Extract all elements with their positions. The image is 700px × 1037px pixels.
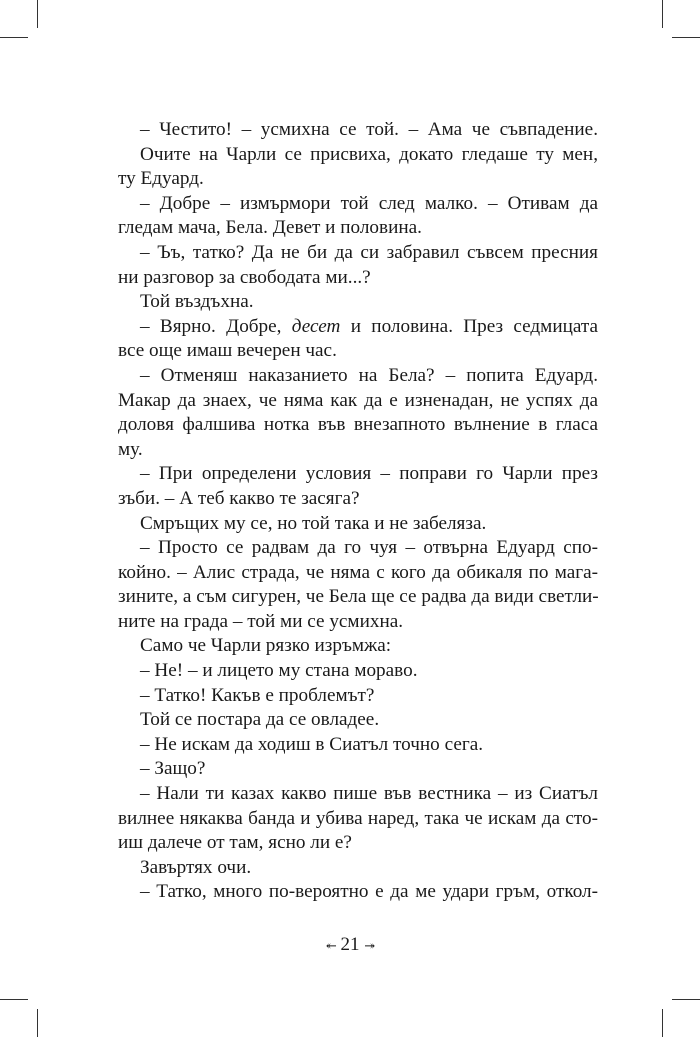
crop-mark-top-right (662, 0, 663, 28)
text-segment: и половина. През седмицата (350, 315, 599, 337)
text-line: вилнее някаква банда и убива наред, така че искам да сто- (118, 807, 598, 829)
text-line: – При определени условия – поправи го Чарли през (140, 463, 598, 485)
text-line: – Добре – измърмори той след малко. – Отивам да (140, 192, 598, 214)
text-segment: – Вярно. Добре, (140, 315, 282, 337)
text-line: – Защо? (140, 758, 206, 780)
text-line: Той се постара да се овладее. (140, 709, 380, 731)
text-line: гледам мача, Бела. Девет и половина. (118, 217, 422, 239)
text-line: – Татко, много по-вероятно е да ме удари гръм, откол- (140, 881, 598, 903)
text-line: Макар да знаех, че няма как да е изненадан, не успях да (118, 389, 598, 411)
text-line: койно. – Алис страда, че няма с кого да обикаля по мага- (118, 561, 598, 583)
text-line: му. (118, 438, 143, 460)
text-line: – Отменяш наказанието на Бела? – попита Едуард. (140, 364, 598, 386)
crop-mark-bottom-left-h (0, 999, 28, 1000)
ornament-right-icon: ↠ (364, 938, 375, 953)
italic-word: десет (291, 315, 341, 337)
text-line: – Нали ти казах какво пише във вестника – из Сиатъл (140, 783, 598, 805)
crop-mark-bottom-right-h (672, 999, 700, 1000)
text-line: Само че Чарли рязко изръмжа: (140, 635, 392, 657)
text-line: Смръщих му се, но той така и не забеляза. (140, 512, 487, 534)
crop-mark-top-left-h (0, 37, 28, 38)
text-line: – Не! – и лицето му стана мораво. (140, 660, 418, 682)
crop-mark-top-right-h (672, 37, 700, 38)
text-line: ните на града – той ми се усмихна. (118, 610, 404, 632)
text-line: Той въздъхна. (140, 291, 254, 313)
text-line: – Честито! – усмихна се той. – Ама че съвпадение. (140, 119, 598, 140)
text-line (118, 315, 598, 340)
ornament-left-icon: ↞ (325, 938, 336, 953)
text-line: иш далече от там, ясно ли е? (118, 832, 352, 854)
page-number (0, 934, 700, 956)
text-line: все още имаш вечерен час. (118, 340, 337, 362)
crop-mark-bottom-left (37, 1009, 38, 1037)
crop-mark-top-left (37, 0, 38, 28)
text-line: Очите на Чарли се присвиха, докато гледаше ту мен, (140, 143, 598, 165)
text-line: доловя фалшива нотка във внезапното вълнение в гласа (118, 414, 598, 436)
crop-mark-bottom-right (662, 1009, 663, 1037)
text-line: – Татко! Какъв е проблемът? (140, 684, 375, 706)
text-line: Завъртях очи. (140, 856, 252, 878)
text-line: ту Едуард. (118, 168, 204, 190)
text-line: – Просто се радвам да го чуя – отвърна Едуард спо- (140, 537, 598, 559)
page-number-value: 21 (340, 934, 360, 955)
text-line: – Ъъ, татко? Да не би да си забравил съвсем пресния (140, 241, 598, 263)
body-text (118, 118, 598, 905)
text-line: зините, а съм сигурен, че Бела ще се радва да види светли- (118, 586, 599, 608)
text-line: – Не искам да ходиш в Сиатъл точно сега. (140, 733, 484, 755)
text-line: ни разговор за свободата ми...? (118, 266, 371, 288)
text-line: зъби. – А теб какво те засяга? (118, 487, 360, 509)
